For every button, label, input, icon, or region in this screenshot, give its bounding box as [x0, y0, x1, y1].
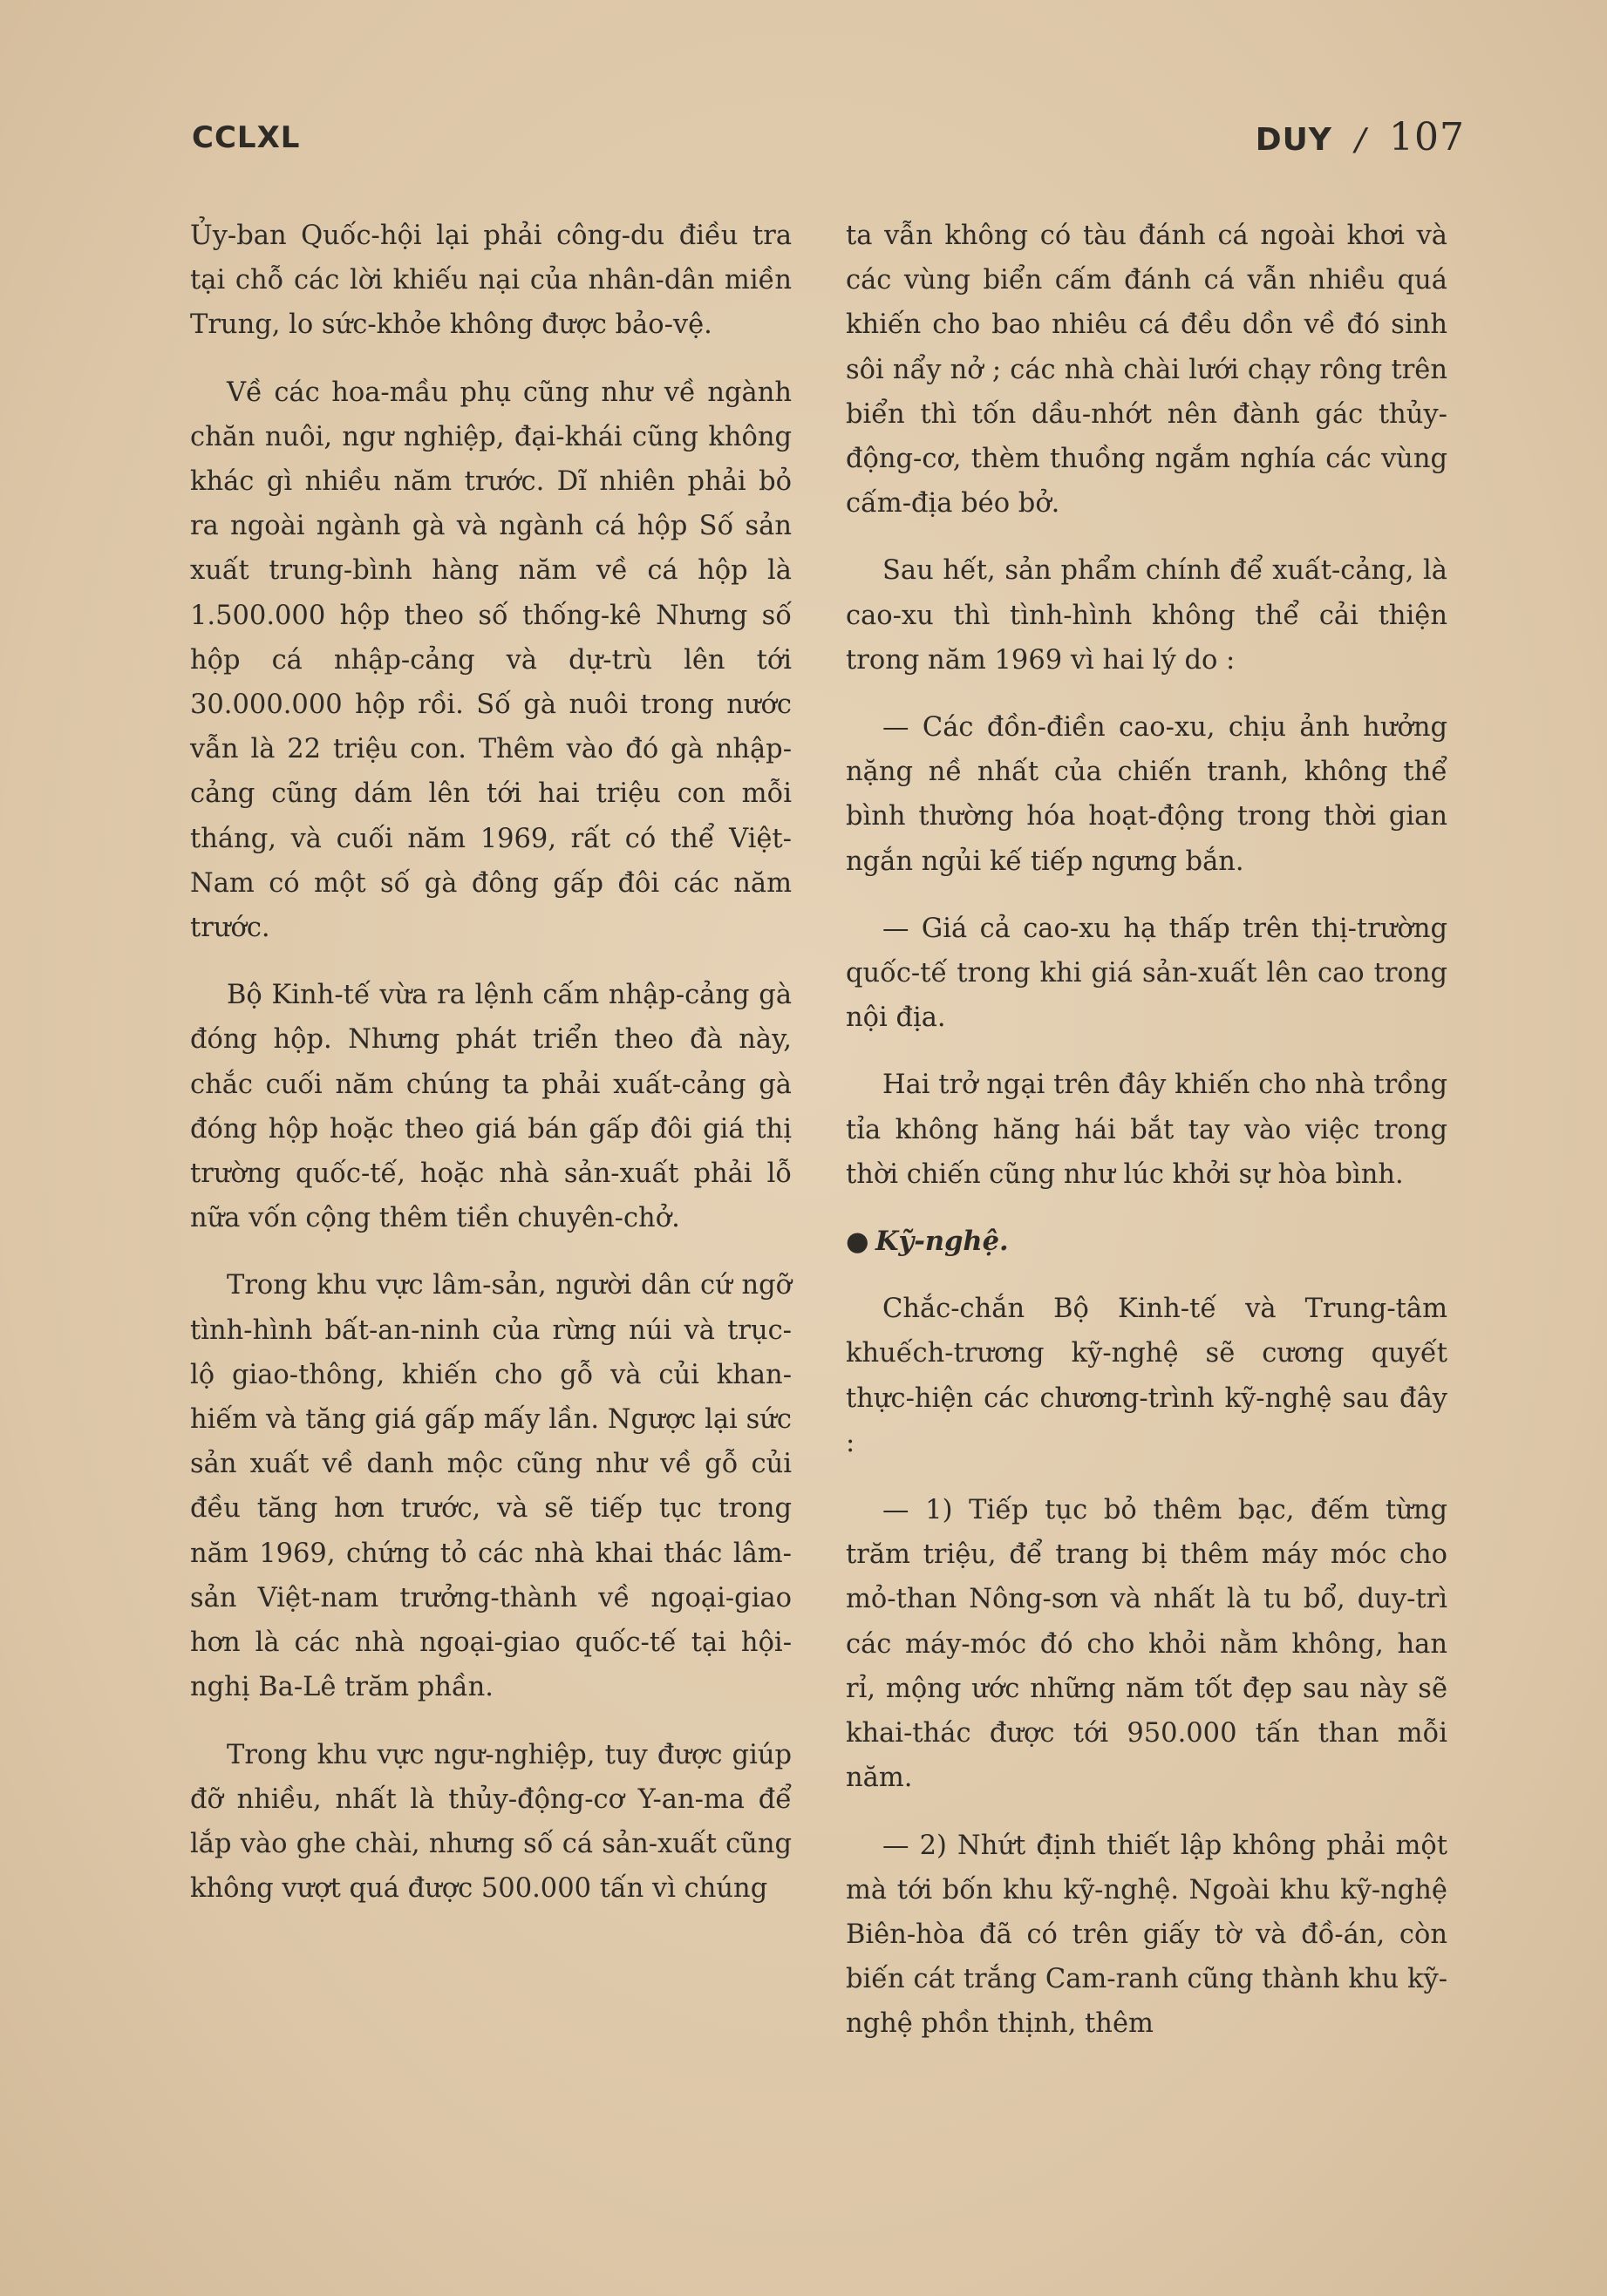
running-header — [192, 115, 1465, 173]
header-right — [1256, 115, 1465, 160]
paragraph: ta vẫn không có tàu đánh cá ngoài khơi và các vùng biển cấm đánh cá vẫn nhiều quá khiến cho bao nhiêu cá đều dồn về đó sinh sôi nẩy nở ; các nhà chài lưới chạy rông trên biển thì tốn dầu-nhớt nên đành gác thủy-động-cơ, thèm thuồng ngắm nghía các vùng cấm-địa béo bở. — [846, 221, 1447, 520]
right-column — [846, 214, 1447, 2047]
paragraph: — 2) Nhứt định thiết lập không phải một mà tới bốn khu kỹ-nghệ. Ngoài khu kỹ-nghệ Biên-hòa đã có trên giấy tờ và đồ-án, còn biến cát trắng Cam-ranh cũng thành khu kỹ-nghệ phồn thịnh, thêm — [846, 1830, 1447, 2040]
paragraph: Chắc-chắn Bộ Kinh-tế và Trung-tâm khuếch-trương kỹ-nghệ sẽ cương quyết thực-hiện các chương-trình kỹ-nghệ sau đây : — [846, 1294, 1447, 1458]
header-separator: / — [1354, 122, 1367, 158]
header-right-word: DUY — [1255, 122, 1332, 158]
paragraph: Hai trở ngại trên đây khiến cho nhà trồng tỉa không hăng hái bắt tay vào việc trong thời chiến cũng như lúc khởi sự hòa bình. — [846, 1070, 1447, 1190]
paragraph: Bộ Kinh-tế vừa ra lệnh cấm nhập-cảng gà đóng hộp. Nhưng phát triển theo đà này, chắc cuối năm chúng ta phải xuất-cảng gà đóng hộp hoặc theo giá bán gấp đôi giá thị trường quốc-tế, hoặc nhà sản-xuất phải lỗ nữa vốn cộng thêm tiền chuyên-chở. — [190, 980, 792, 1234]
paragraph: Trong khu vực lâm-sản, người dân cứ ngỡ tình-hình bất-an-ninh của rừng núi và trục-lộ giao-thông, khiến cho gỗ và củi khan-hiếm và tăng giá gấp mấy lần. Ngược lại sức sản xuất về danh mộc cũng như về gỗ củi đều tăng hơn trước, và sẽ tiếp tục trong năm 1969, chứng tỏ các nhà khai thác lâm-sản Việt-nam trưởng-thành về ngoại-giao hơn là các nhà ngoại-giao quốc-tế tại hội-nghị Ba-Lê trăm phần. — [190, 1270, 792, 1703]
paragraph: Sau hết, sản phẩm chính để xuất-cảng, là cao-xu thì tình-hình không thể cải thiện trong năm 1969 vì hai lý do : — [846, 555, 1447, 676]
header-left-code: CCLXL — [192, 120, 301, 155]
bullet-icon: ● — [846, 1226, 869, 1258]
page-number: 107 — [1389, 115, 1465, 160]
paragraph: Trong khu vực ngư-nghiệp, tuy được giúp đỡ nhiều, nhất là thủy-động-cơ Y-an-ma để lắp vào ghe chài, nhưng số cá sản-xuất cũng không vượt quá được 500.000 tấn vì chúng — [190, 1739, 792, 1905]
paragraph: — Giá cả cao-xu hạ thấp trên thị-trường quốc-tế trong khi giá sản-xuất lên cao trong nội địa. — [846, 913, 1447, 1034]
paragraph: Ủy-ban Quốc-hội lại phải công-du điều tra tại chỗ các lời khiếu nại của nhân-dân miền Trung, lo sức-khỏe không được bảo-vệ. — [190, 221, 792, 341]
section-heading — [846, 1219, 1447, 1264]
section-heading-text: Kỹ-nghệ. — [875, 1226, 1009, 1258]
paragraph: — Các đồn-điền cao-xu, chịu ảnh hưởng nặng nề nhất của chiến tranh, không thể bình thường hóa hoạt-động trong thời gian ngắn ngủi kế tiếp ngưng bắn. — [846, 712, 1447, 877]
paragraph: Về các hoa-mầu phụ cũng như về ngành chăn nuôi, ngư nghiệp, đại-khái cũng không khác gì nhiều năm trước. Dĩ nhiên phải bỏ ra ngoài ngành gà và ngành cá hộp Số sản xuất trung-bình hàng năm về cá hộp là 1.500.000 hộp theo số thống-kê Nhưng số hộp cá nhập-cảng và dự-trù lên tới 30.000.000 hộp rồi. Số gà nuôi trong nước vẫn là 22 triệu con. Thêm vào đó gà nhập-cảng cũng dám lên tới hai triệu con mỗi tháng, và cuối năm 1969, rất có thể Việt-Nam có một số gà đông gấp đôi các năm trước. — [190, 377, 792, 944]
left-column — [190, 214, 792, 1911]
paragraph: — 1) Tiếp tục bỏ thêm bạc, đếm từng trăm triệu, để trang bị thêm máy móc cho mỏ-than Nông-sơn và nhất là tu bổ, duy-trì các máy-móc đó cho khỏi nằm không, han rỉ, mộng ước những năm tốt đẹp sau này sẽ khai-thác được tới 950.000 tấn than mỗi năm. — [846, 1495, 1447, 1794]
